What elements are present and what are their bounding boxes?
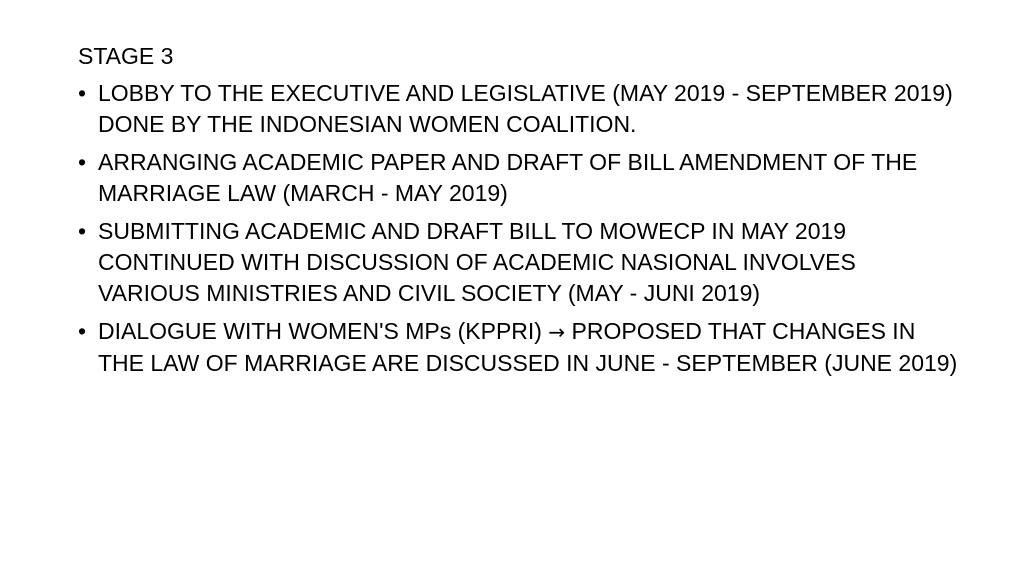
- bullet-item: [78, 78, 958, 140]
- bullet-text-after: PROPOSED THAT CHANGES IN THE LAW OF MARRIAGE ARE DISCUSSED IN JUNE - SEPTEMBER (JUNE 2019): [98, 318, 958, 376]
- bullet-dot-icon: •: [78, 318, 87, 344]
- bullet-item: [78, 147, 958, 209]
- slide-heading: STAGE 3: [78, 43, 174, 69]
- slide-content: [78, 41, 958, 386]
- bullet-dot-icon: •: [78, 218, 87, 244]
- bullet-text: SUBMITTING ACADEMIC AND DRAFT BILL TO MOWECP IN MAY 2019 CONTINUED WITH DISCUSSION OF ACADEMIC NASIONAL INVOLVES VARIOUS MINISTRIES AND CIVIL SOCIETY (MAY - JUNI 2019): [98, 218, 856, 306]
- arrow-right-icon: →: [548, 320, 566, 344]
- bullet-item: [78, 316, 958, 379]
- bullet-text-before: DIALOGUE WITH WOMEN'S MPs (KPPRI): [98, 318, 549, 344]
- bullet-text: LOBBY TO THE EXECUTIVE AND LEGISLATIVE (MAY 2019 - SEPTEMBER 2019) DONE BY THE INDONESIAN WOMEN COALITION.: [98, 80, 953, 137]
- bullet-dot-icon: •: [78, 80, 87, 106]
- bullet-dot-icon: •: [78, 149, 87, 175]
- bullet-item: [78, 216, 958, 309]
- bullet-text: ARRANGING ACADEMIC PAPER AND DRAFT OF BILL AMENDMENT OF THE MARRIAGE LAW (MARCH - MAY 2019): [98, 149, 918, 206]
- bullet-list: [78, 78, 958, 379]
